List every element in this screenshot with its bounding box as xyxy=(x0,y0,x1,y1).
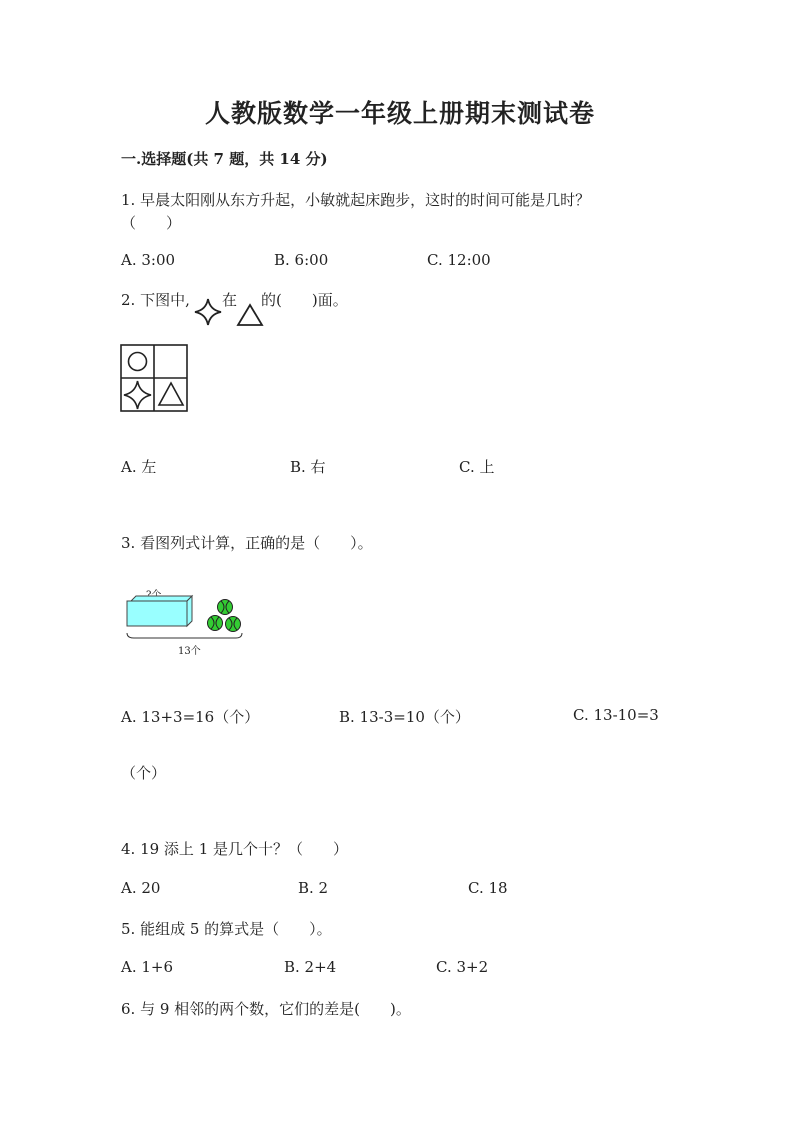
question-2-option-a: A. 左 xyxy=(121,458,157,476)
question-3-option-a: A. 13+3=16（个） xyxy=(121,708,260,726)
counting-figure xyxy=(124,594,248,648)
question-2-option-b: B. 右 xyxy=(290,458,326,476)
question-3-option-b: B. 13-3=10（个） xyxy=(339,708,470,726)
question-1-option-b: B. 6:00 xyxy=(274,251,329,269)
question-2-option-c: C. 上 xyxy=(459,458,495,476)
question-5-option-a: A. 1+6 xyxy=(121,958,174,976)
question-5-text: 5. 能组成 5 的算式是（ ）。 xyxy=(121,920,332,938)
triangle-icon xyxy=(236,303,264,327)
question-5-option-b: B. 2+4 xyxy=(284,958,337,976)
total-bracket xyxy=(127,633,242,638)
star-icon xyxy=(124,381,151,409)
question-4-option-a: A. 20 xyxy=(121,879,161,897)
circle-icon xyxy=(129,353,147,371)
question-1-text: 1. 早晨太阳刚从东方升起，小敏就起床跑步，这时的时间可能是几时？ xyxy=(121,191,591,209)
position-grid xyxy=(120,344,190,414)
ball-icon xyxy=(218,600,233,615)
question-2-mid: 在 xyxy=(222,291,238,309)
question-4-option-b: B. 2 xyxy=(298,879,329,897)
question-6-text: 6. 与 9 相邻的两个数，它们的差是( )。 xyxy=(121,1000,411,1018)
triangle-icon xyxy=(159,383,183,405)
question-2-prefix: 2. 下图中, xyxy=(121,291,190,309)
box-side xyxy=(187,596,192,626)
question-1-option-c: C. 12:00 xyxy=(427,251,491,269)
question-3-option-c-wrap: （个） xyxy=(121,764,167,782)
star-icon xyxy=(193,297,223,327)
question-5-option-c: C. 3+2 xyxy=(436,958,489,976)
total-count-label: 13个 xyxy=(178,646,201,657)
box-front xyxy=(127,601,187,626)
question-4-option-c: C. 18 xyxy=(468,879,508,897)
page-title: 人教版数学一年级上册期末测试卷 xyxy=(204,99,595,128)
question-1-paren: （ ） xyxy=(121,214,182,232)
ball-icon xyxy=(208,616,223,631)
box-back xyxy=(131,596,192,601)
question-3-option-c: C. 13-10=3 xyxy=(573,706,659,724)
question-4-text: 4. 19 添上 1 是几个十？（ ） xyxy=(121,840,349,858)
section-heading: 一.选择题(共 7 题，共 14 分) xyxy=(121,150,328,168)
question-3-text: 3. 看图列式计算，正确的是（ ）。 xyxy=(121,534,373,552)
ball-icon xyxy=(226,617,241,632)
question-2-suffix: 的( )面。 xyxy=(261,291,348,309)
question-1-option-a: A. 3:00 xyxy=(121,251,176,269)
